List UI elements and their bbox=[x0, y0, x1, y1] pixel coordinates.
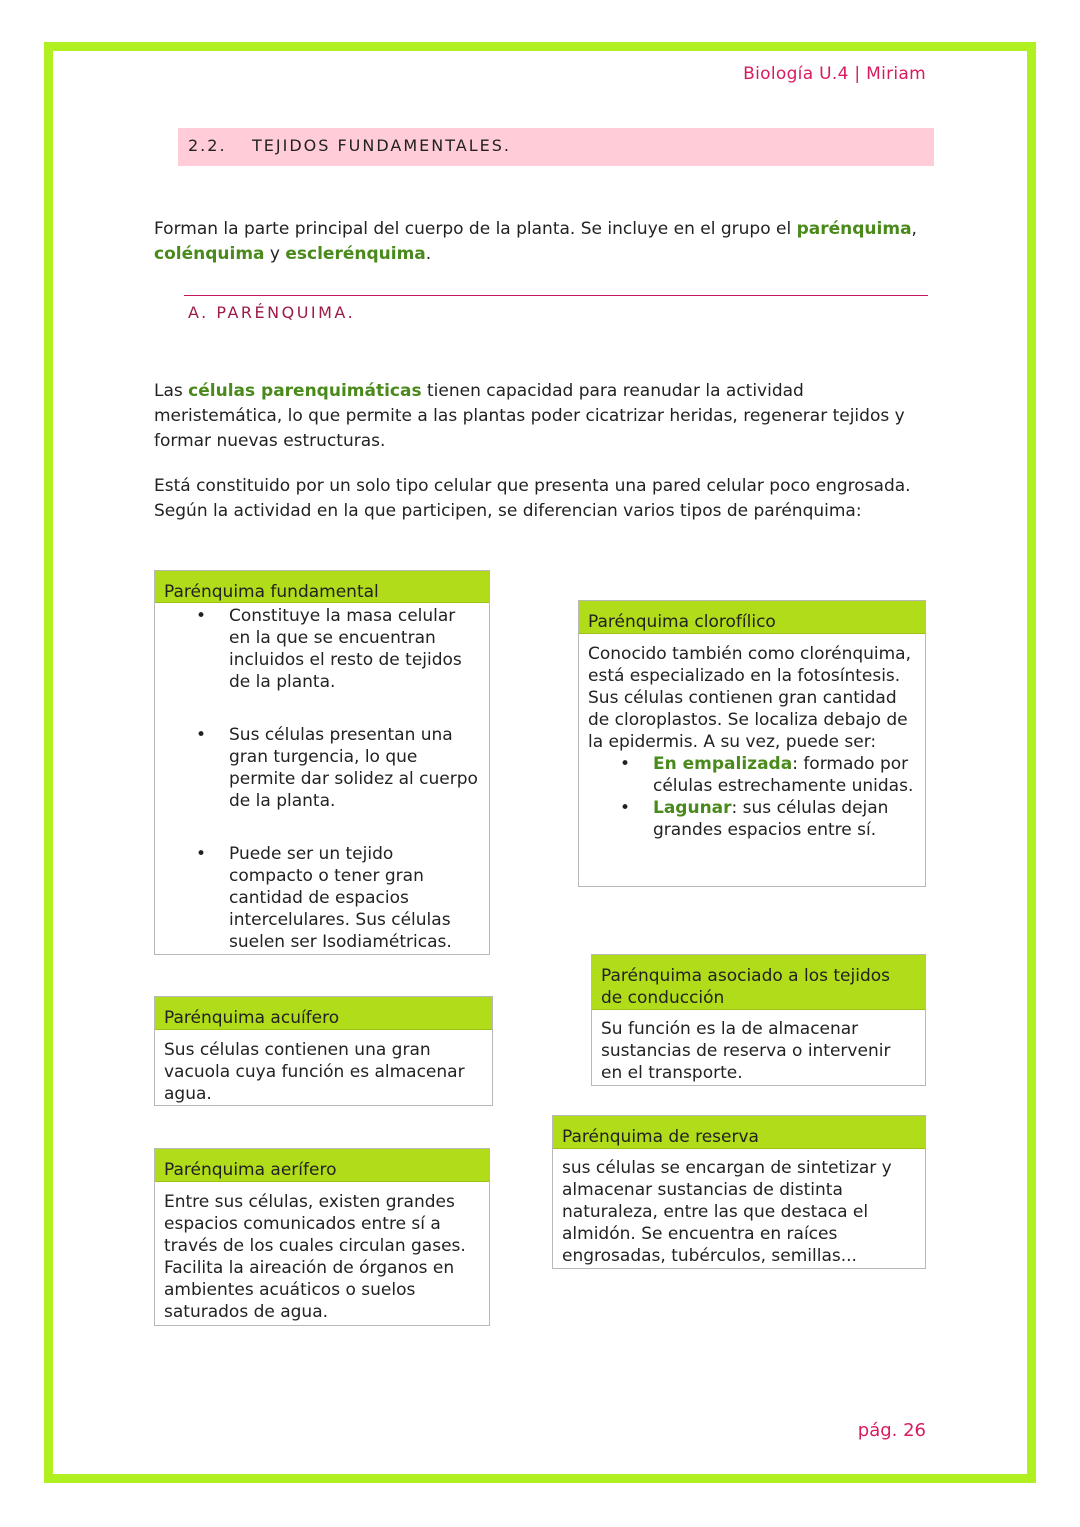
box-title: Parénquima aerífero bbox=[155, 1149, 489, 1182]
list-item: • Puede ser un tejido compacto o tener gran cantidad de espacios intercelulares. Sus células suelen ser Isodiamétricas. bbox=[164, 843, 480, 953]
term-celulas-parenquimaticas: células parenquimáticas bbox=[188, 381, 422, 401]
page-number: pág. 26 bbox=[857, 1420, 926, 1441]
section-number: 2.2. bbox=[188, 136, 227, 155]
intro-end: . bbox=[425, 244, 432, 264]
term-esclerenquima: esclerénquima bbox=[285, 244, 426, 264]
page-header: Biología U.4 | Miriam bbox=[743, 64, 926, 84]
intro-sep: y bbox=[264, 244, 286, 264]
box-body: sus células se encargan de sintetizar y almacenar sustancias de distinta naturaleza, entre las que destaca el almidón. Se encuentra en raíces engrosadas, tubérculos, semillas... bbox=[562, 1158, 892, 1266]
term-empalizada: En empalizada bbox=[653, 754, 793, 774]
para-text: Las bbox=[154, 381, 189, 401]
term-colenquima: colénquima bbox=[154, 244, 265, 264]
subsection-divider bbox=[184, 295, 928, 296]
paragraph-parenquimaticas bbox=[154, 379, 934, 454]
box-body bbox=[155, 603, 489, 953]
item-text: : sus células dejan grandes espacios entre sí. bbox=[653, 798, 889, 840]
box-parenquima-aerifero bbox=[154, 1148, 490, 1326]
bullet-list bbox=[588, 753, 916, 841]
para-text: tienen capacidad para reanudar la actividad meristemática, lo que permite a las plantas poder cicatrizar heridas, regenerar tejidos y formar nuevas estructuras. bbox=[154, 381, 905, 451]
subsection-title: A. PARÉNQUIMA. bbox=[188, 303, 356, 322]
box-title: Parénquima fundamental bbox=[155, 571, 489, 603]
box-title: Parénquima acuífero bbox=[155, 997, 492, 1030]
list-item bbox=[588, 753, 916, 797]
section-title: TEJIDOS FUNDAMENTALES. bbox=[252, 136, 511, 155]
box-parenquima-clorofilico bbox=[578, 600, 926, 887]
box-title: Parénquima asociado a los tejidos de conducción bbox=[592, 955, 925, 1010]
box-parenquima-acuifero bbox=[154, 996, 493, 1106]
box-title: Parénquima de reserva bbox=[553, 1116, 925, 1149]
box-body: Entre sus células, existen grandes espacios comunicados entre sí a través de los cuales circulan gases. Facilita la aireación de órganos en ambientes acuáticos o suelos saturados de agua. bbox=[164, 1192, 466, 1322]
list-item: • Sus células presentan una gran turgencia, lo que permite dar solidez al cuerpo de la planta. bbox=[164, 724, 480, 812]
box-body bbox=[579, 634, 925, 841]
list-item: • Constituye la masa celular en la que se encuentran incluidos el resto de tejidos de la planta. bbox=[164, 605, 480, 693]
box-text: Conocido también como clorénquima, está especializado en la fotosíntesis. Sus células contienen gran cantidad de cloroplastos. Se localiza debajo de la epidermis. A su vez, puede ser: bbox=[588, 644, 912, 752]
intro-text: Forman la parte principal del cuerpo de la planta. Se incluye en el grupo el bbox=[154, 219, 797, 239]
section-heading bbox=[178, 128, 934, 166]
box-parenquima-conduccion bbox=[591, 954, 926, 1086]
bullet-list bbox=[164, 605, 480, 953]
intro-paragraph bbox=[154, 217, 934, 267]
intro-sep: , bbox=[911, 219, 917, 239]
paragraph-tipos: Está constituido por un solo tipo celular que presenta una pared celular poco engrosada. Según la actividad en la que participen, se diferencian varios tipos de parénquima: bbox=[154, 476, 911, 521]
box-body: Su función es la de almacenar sustancias de reserva o intervenir en el transporte. bbox=[601, 1019, 891, 1083]
box-title: Parénquima clorofílico bbox=[579, 601, 925, 634]
term-parenquima: parénquima bbox=[796, 219, 912, 239]
box-parenquima-reserva bbox=[552, 1115, 926, 1269]
list-item bbox=[588, 797, 916, 841]
term-lagunar: Lagunar bbox=[653, 798, 732, 818]
item-text: : formado por células estrechamente unidas. bbox=[653, 754, 914, 796]
box-body: Sus células contienen una gran vacuola cuya función es almacenar agua. bbox=[164, 1040, 465, 1104]
box-parenquima-fundamental bbox=[154, 570, 490, 955]
